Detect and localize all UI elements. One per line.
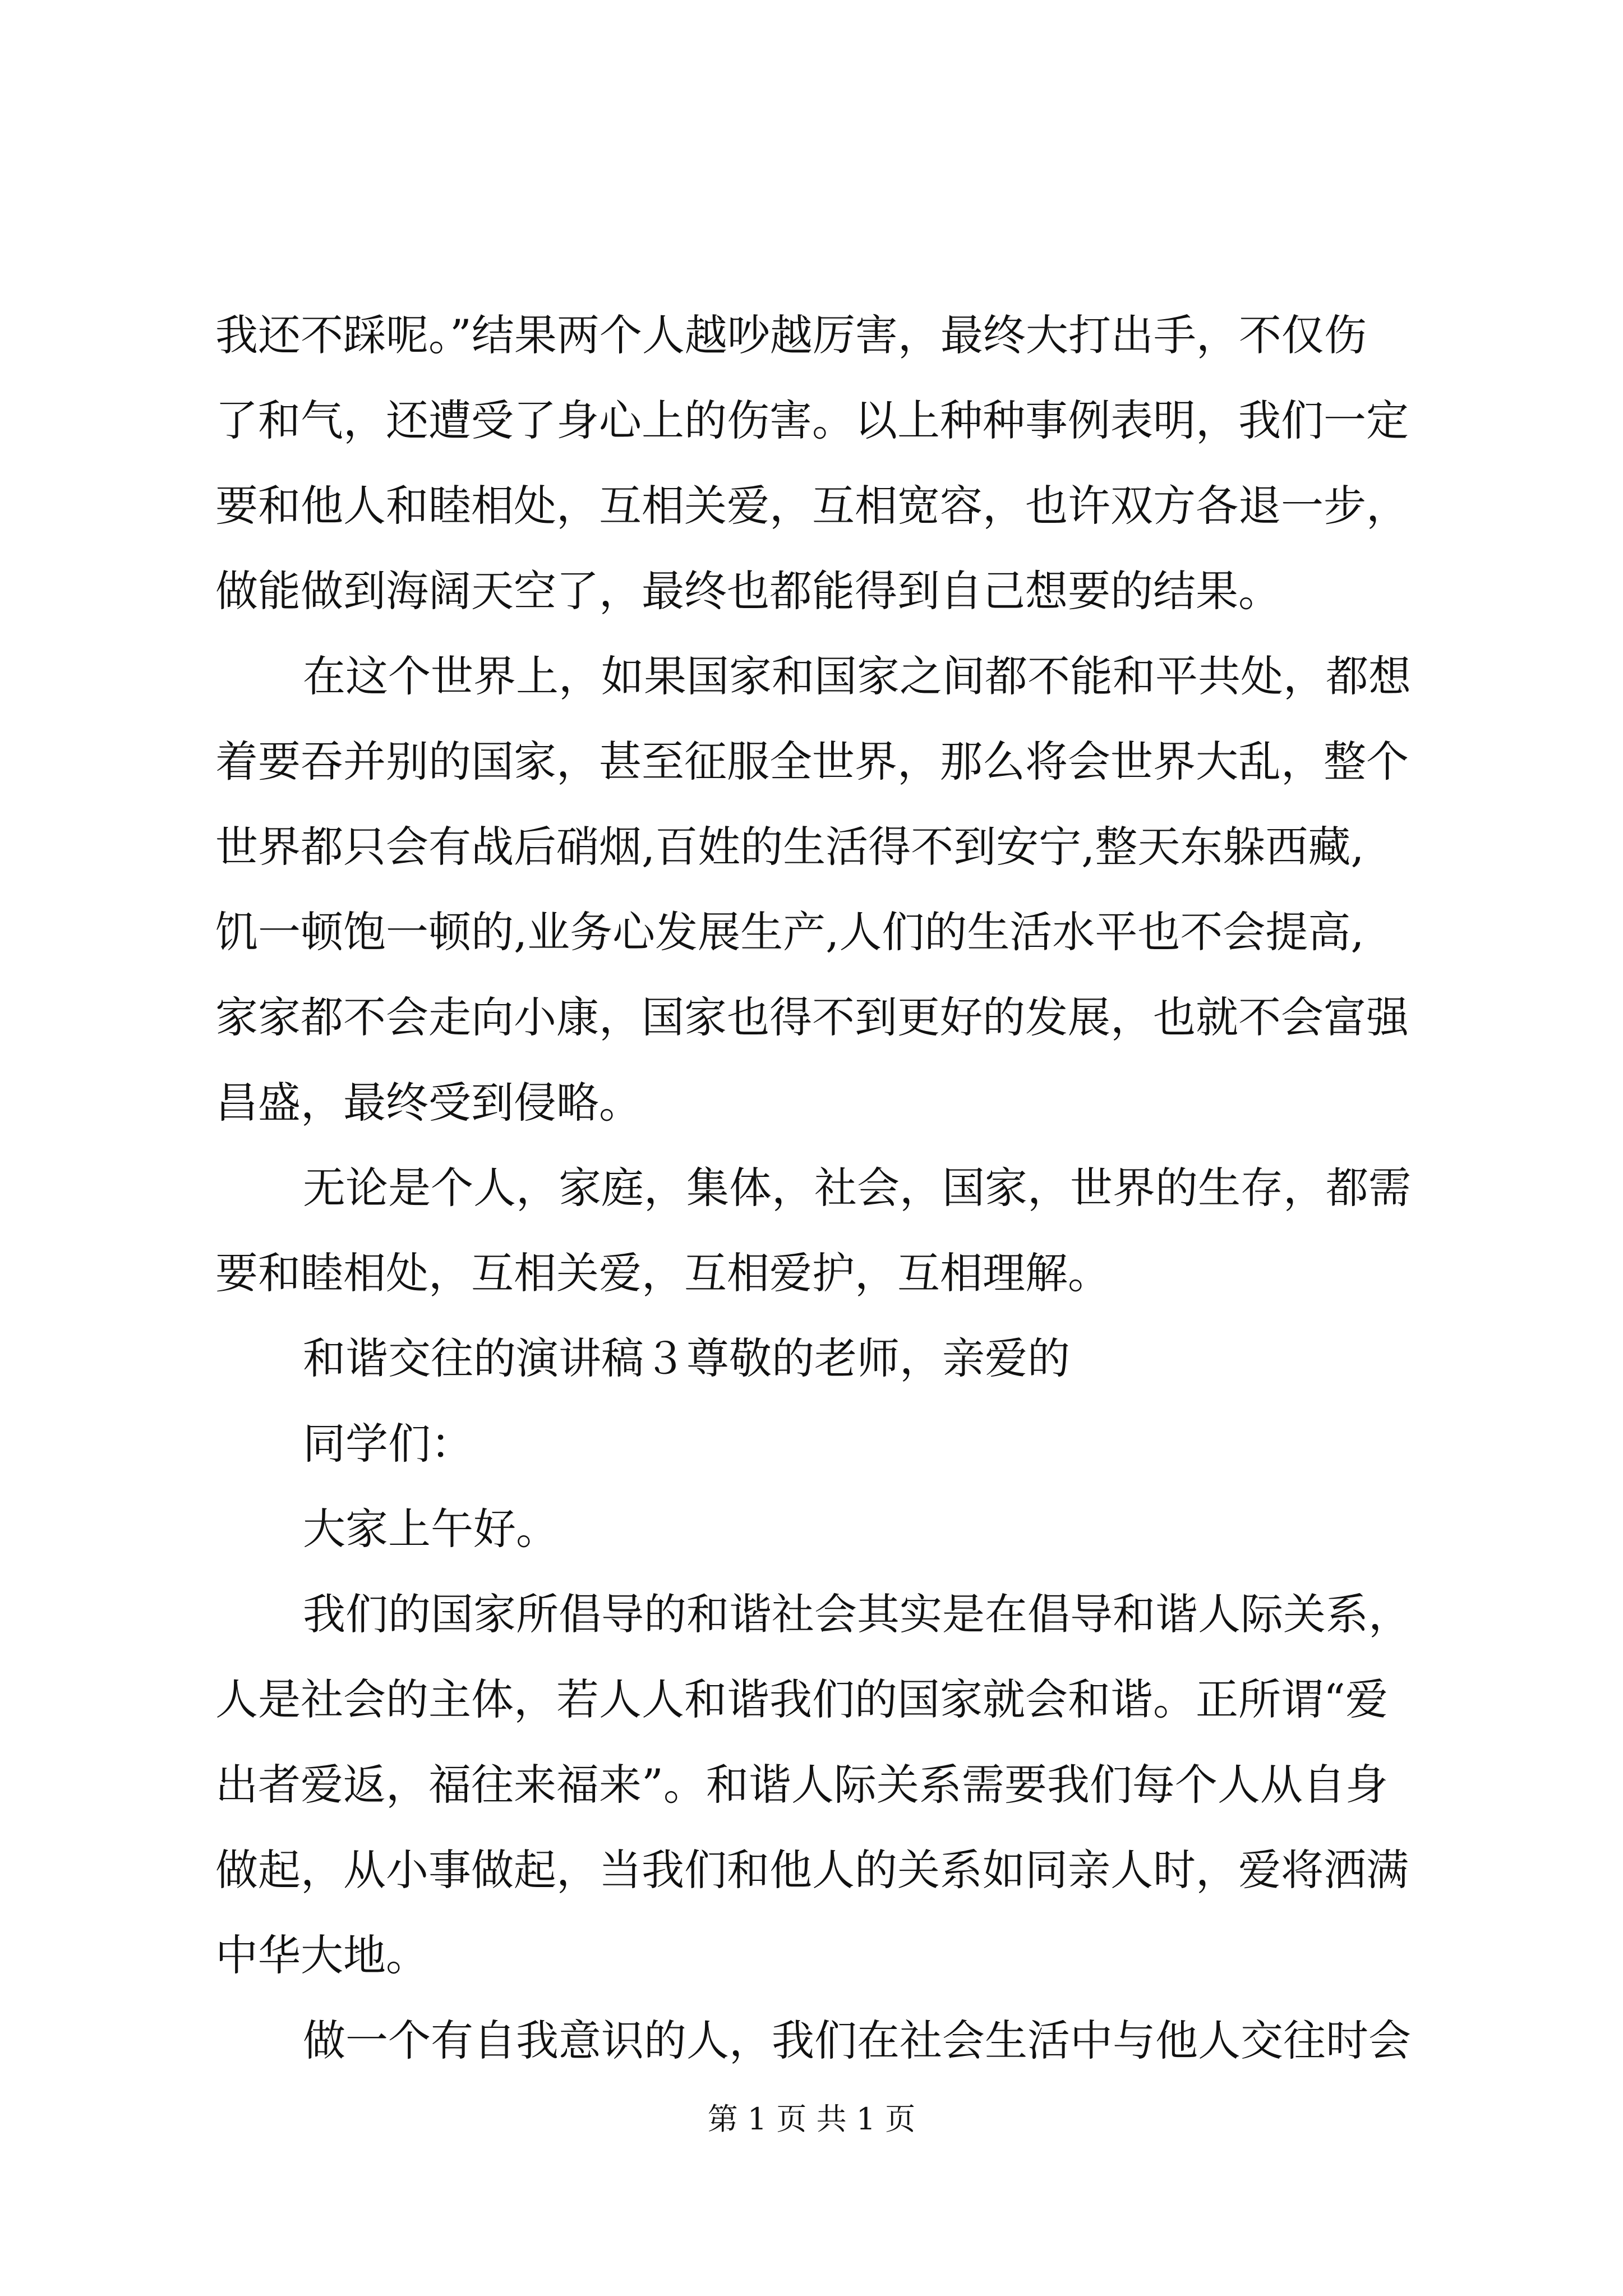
text-line: 出者爱返，福往来福来”。和谐人际关系需要我们每个人从自身 [215,1760,1388,1810]
text-line: 要和睦相处，互相关爱，互相爱护，互相理解。 [215,1248,1110,1298]
text-line: 做能做到海阔天空了，最终也都能得到自己想要的结果。 [215,566,1281,616]
text-line: 昌盛，最终受到侵略。 [215,1078,642,1128]
greeting: 大家上午好。 [303,1504,559,1554]
paragraph-first-line: 我们的国家所倡导的和谐社会其实是在倡导和谐人际关系， [303,1589,1411,1639]
paragraph-first-line: 无论是个人，家庭，集体，社会，国家，世界的生存，都需 [303,1163,1411,1213]
text-line: 世界都只会有战后硝烟,百姓的生活得不到安宁,整天东躲西藏, [215,822,1364,872]
page-footer: 第 1 页 共 1 页 [707,2101,916,2137]
section-heading: 和谐交往的演讲稿３尊敬的老师，亲爱的 [303,1333,1070,1383]
text-line: 家家都不会走向小康，国家也得不到更好的发展，也就不会富强 [215,992,1409,1042]
text-line: 我还不踩呢。”结果两个人越吵越厉害，最终大打出手，不仅伤 [215,310,1367,360]
salutation: 同学们： [303,1419,473,1469]
text-line: 要和他人和睦相处，互相关爱，互相宽容，也许双方各退一步， [215,481,1409,531]
text-line: 着要吞并别的国家，甚至征服全世界，那么将会世界大乱，整个 [215,737,1409,786]
text-line: 饥一顿饱一顿的,业务心发展生产,人们的生活水平也不会提高, [215,907,1364,957]
paragraph-first-line: 在这个世界上，如果国家和国家之间都不能和平共处，都想 [303,651,1411,701]
text-line: 了和气，还遭受了身心上的伤害。以上种种事例表明，我们一定 [215,395,1409,445]
text-line: 人是社会的主体，若人人和谐我们的国家就会和谐。正所谓“爱 [215,1674,1388,1724]
paragraph-first-line: 做一个有自我意识的人，我们在社会生活中与他人交往时会 [303,2016,1411,2065]
text-line: 中华大地。 [215,1930,428,1980]
text-line: 做起，从小事做起，当我们和他人的关系如同亲人时，爱将洒满 [215,1845,1409,1895]
